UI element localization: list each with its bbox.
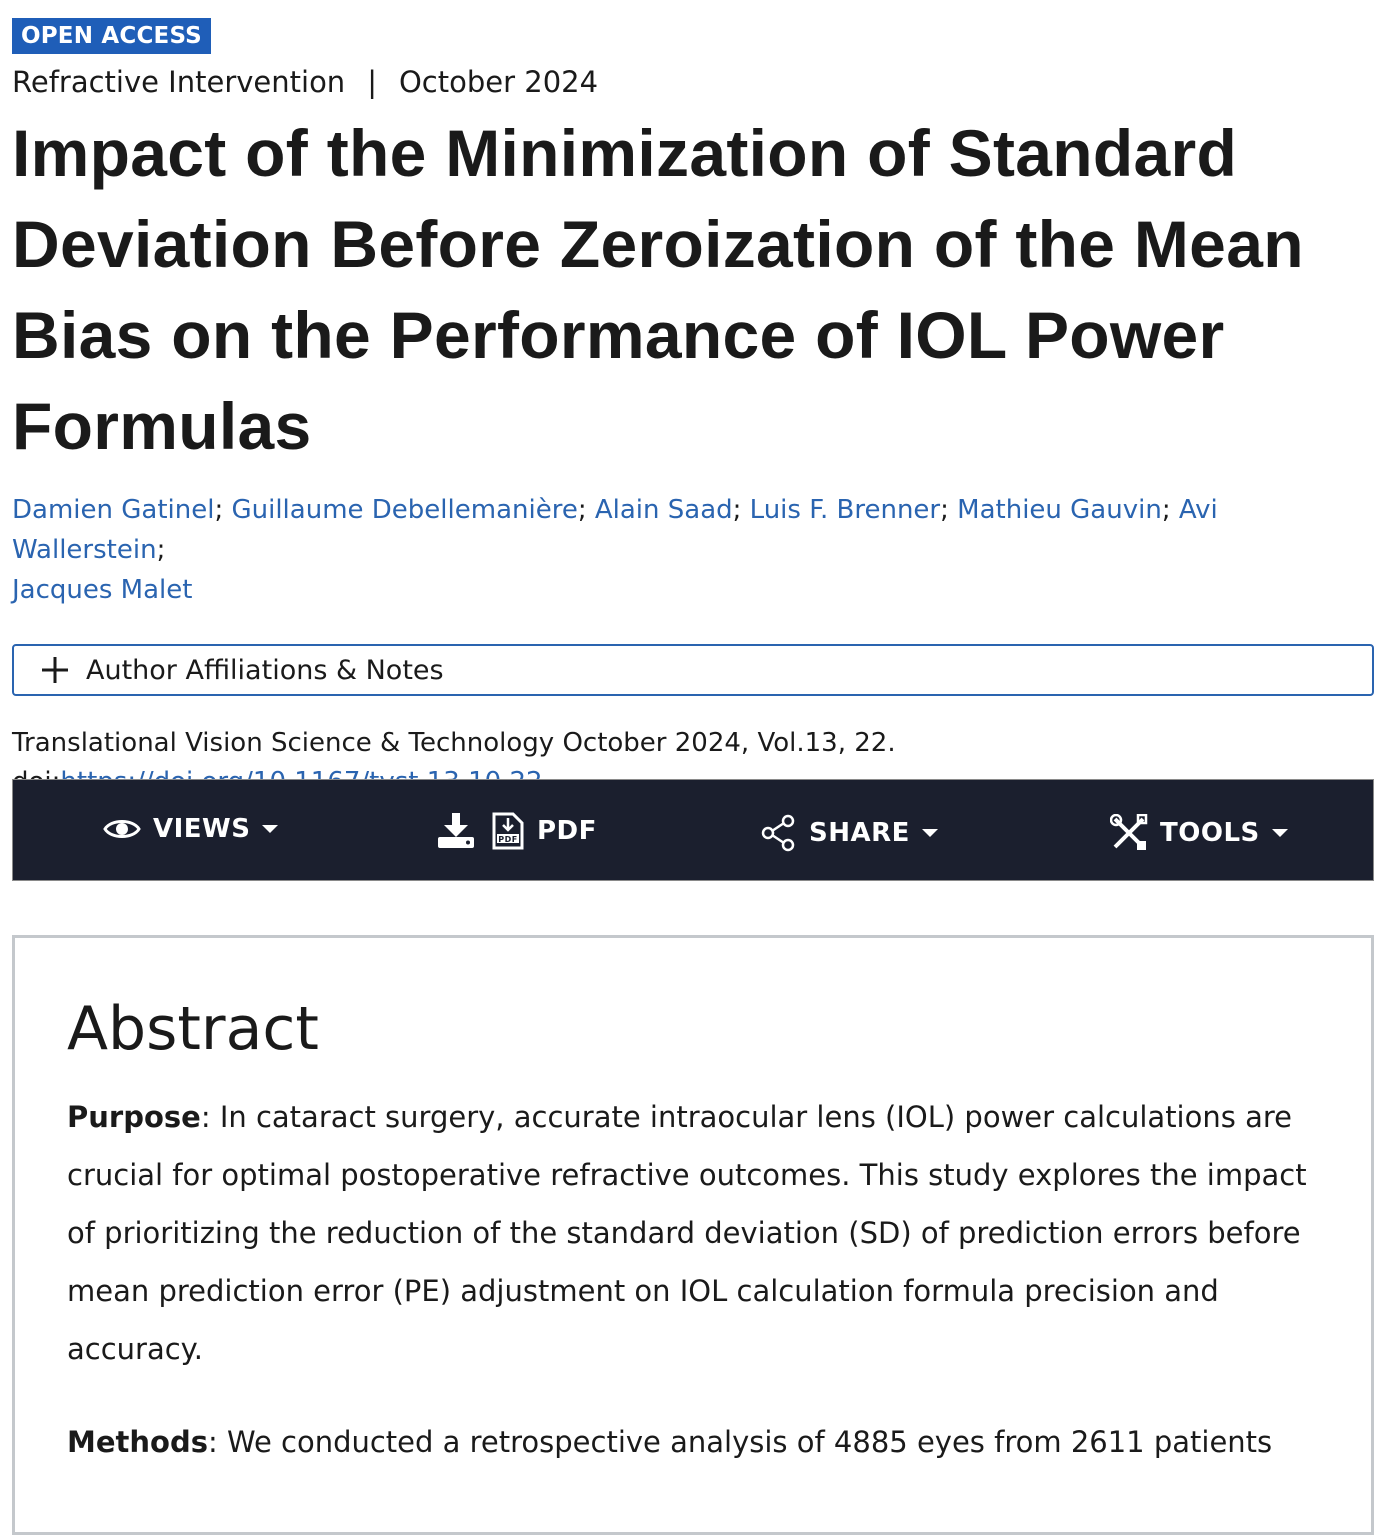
download-icon bbox=[437, 813, 475, 849]
author-link[interactable]: Avi Wallerstein bbox=[12, 495, 1218, 565]
purpose-text: : In cataract surgery, accurate intraocular lens (IOL) power calculations are crucial for optimal postoperative refractive outcomes. This study explores the impact of prioritizing the reduction of the standard deviation (SD) of prediction errors before mean prediction error (PE) adjustment on IOL calculation formula precision and accuracy. bbox=[67, 1100, 1307, 1366]
abstract-purpose bbox=[67, 1088, 1317, 1378]
meta-separator: | bbox=[367, 65, 377, 99]
share-icon bbox=[761, 814, 797, 852]
tools-label: TOOLS bbox=[1160, 818, 1260, 848]
author-link[interactable]: Jacques Malet bbox=[12, 575, 193, 605]
pdf-file-icon bbox=[491, 812, 525, 850]
author-list: Damien Gatinel; Guillaume Debellemanière; Alain Saad; Luis F. Brenner; Mathieu Gauvin; Avi Wallerstein; Jacques Malet bbox=[12, 495, 1218, 605]
open-access-badge: OPEN ACCESS bbox=[12, 18, 211, 54]
article-category[interactable]: Refractive Intervention bbox=[12, 65, 346, 99]
eye-icon bbox=[103, 816, 141, 842]
pdf-button[interactable] bbox=[437, 812, 597, 850]
methods-label: Methods bbox=[67, 1425, 208, 1459]
author-link[interactable]: Damien Gatinel bbox=[12, 495, 215, 525]
author-link[interactable]: Luis F. Brenner bbox=[749, 495, 941, 525]
share-label: SHARE bbox=[809, 818, 910, 848]
methods-text: : We conducted a retrospective analysis of 4885 eyes from 2611 patients bbox=[207, 1425, 1273, 1459]
svg-text:PDF: PDF bbox=[498, 835, 518, 844]
purpose-label: Purpose bbox=[67, 1100, 201, 1134]
plus-icon bbox=[42, 651, 68, 689]
journal-citation: Translational Vision Science & Technology October 2024, Vol.13, 22. bbox=[12, 728, 896, 758]
article-toolbar bbox=[12, 779, 1374, 881]
article-meta bbox=[12, 62, 1374, 102]
tools-button[interactable] bbox=[1110, 814, 1288, 852]
abstract-section bbox=[12, 935, 1374, 1535]
author-link[interactable]: Mathieu Gauvin bbox=[957, 495, 1162, 525]
share-button[interactable] bbox=[761, 814, 938, 852]
views-label: VIEWS bbox=[153, 814, 251, 844]
chevron-down-icon bbox=[1272, 829, 1288, 837]
abstract-heading: Abstract bbox=[67, 994, 319, 1064]
chevron-down-icon bbox=[922, 829, 938, 837]
affiliations-label: Author Affiliations & Notes bbox=[86, 654, 444, 686]
author-affiliations-toggle[interactable] bbox=[12, 644, 1374, 696]
views-button[interactable] bbox=[103, 814, 278, 844]
article-date: October 2024 bbox=[398, 65, 599, 99]
pdf-label: PDF bbox=[537, 816, 597, 846]
chevron-down-icon bbox=[262, 825, 278, 833]
abstract-methods bbox=[67, 1413, 1317, 1471]
author-link[interactable]: Alain Saad bbox=[594, 495, 733, 525]
article-title: Impact of the Minimization of Standard Deviation Before Zeroization of the Mean Bias on the Performance of IOL Power Formulas bbox=[12, 116, 1304, 463]
article-header bbox=[12, 18, 1374, 802]
author-link[interactable]: Guillaume Debellemanière bbox=[231, 495, 578, 525]
tools-icon bbox=[1110, 814, 1148, 852]
